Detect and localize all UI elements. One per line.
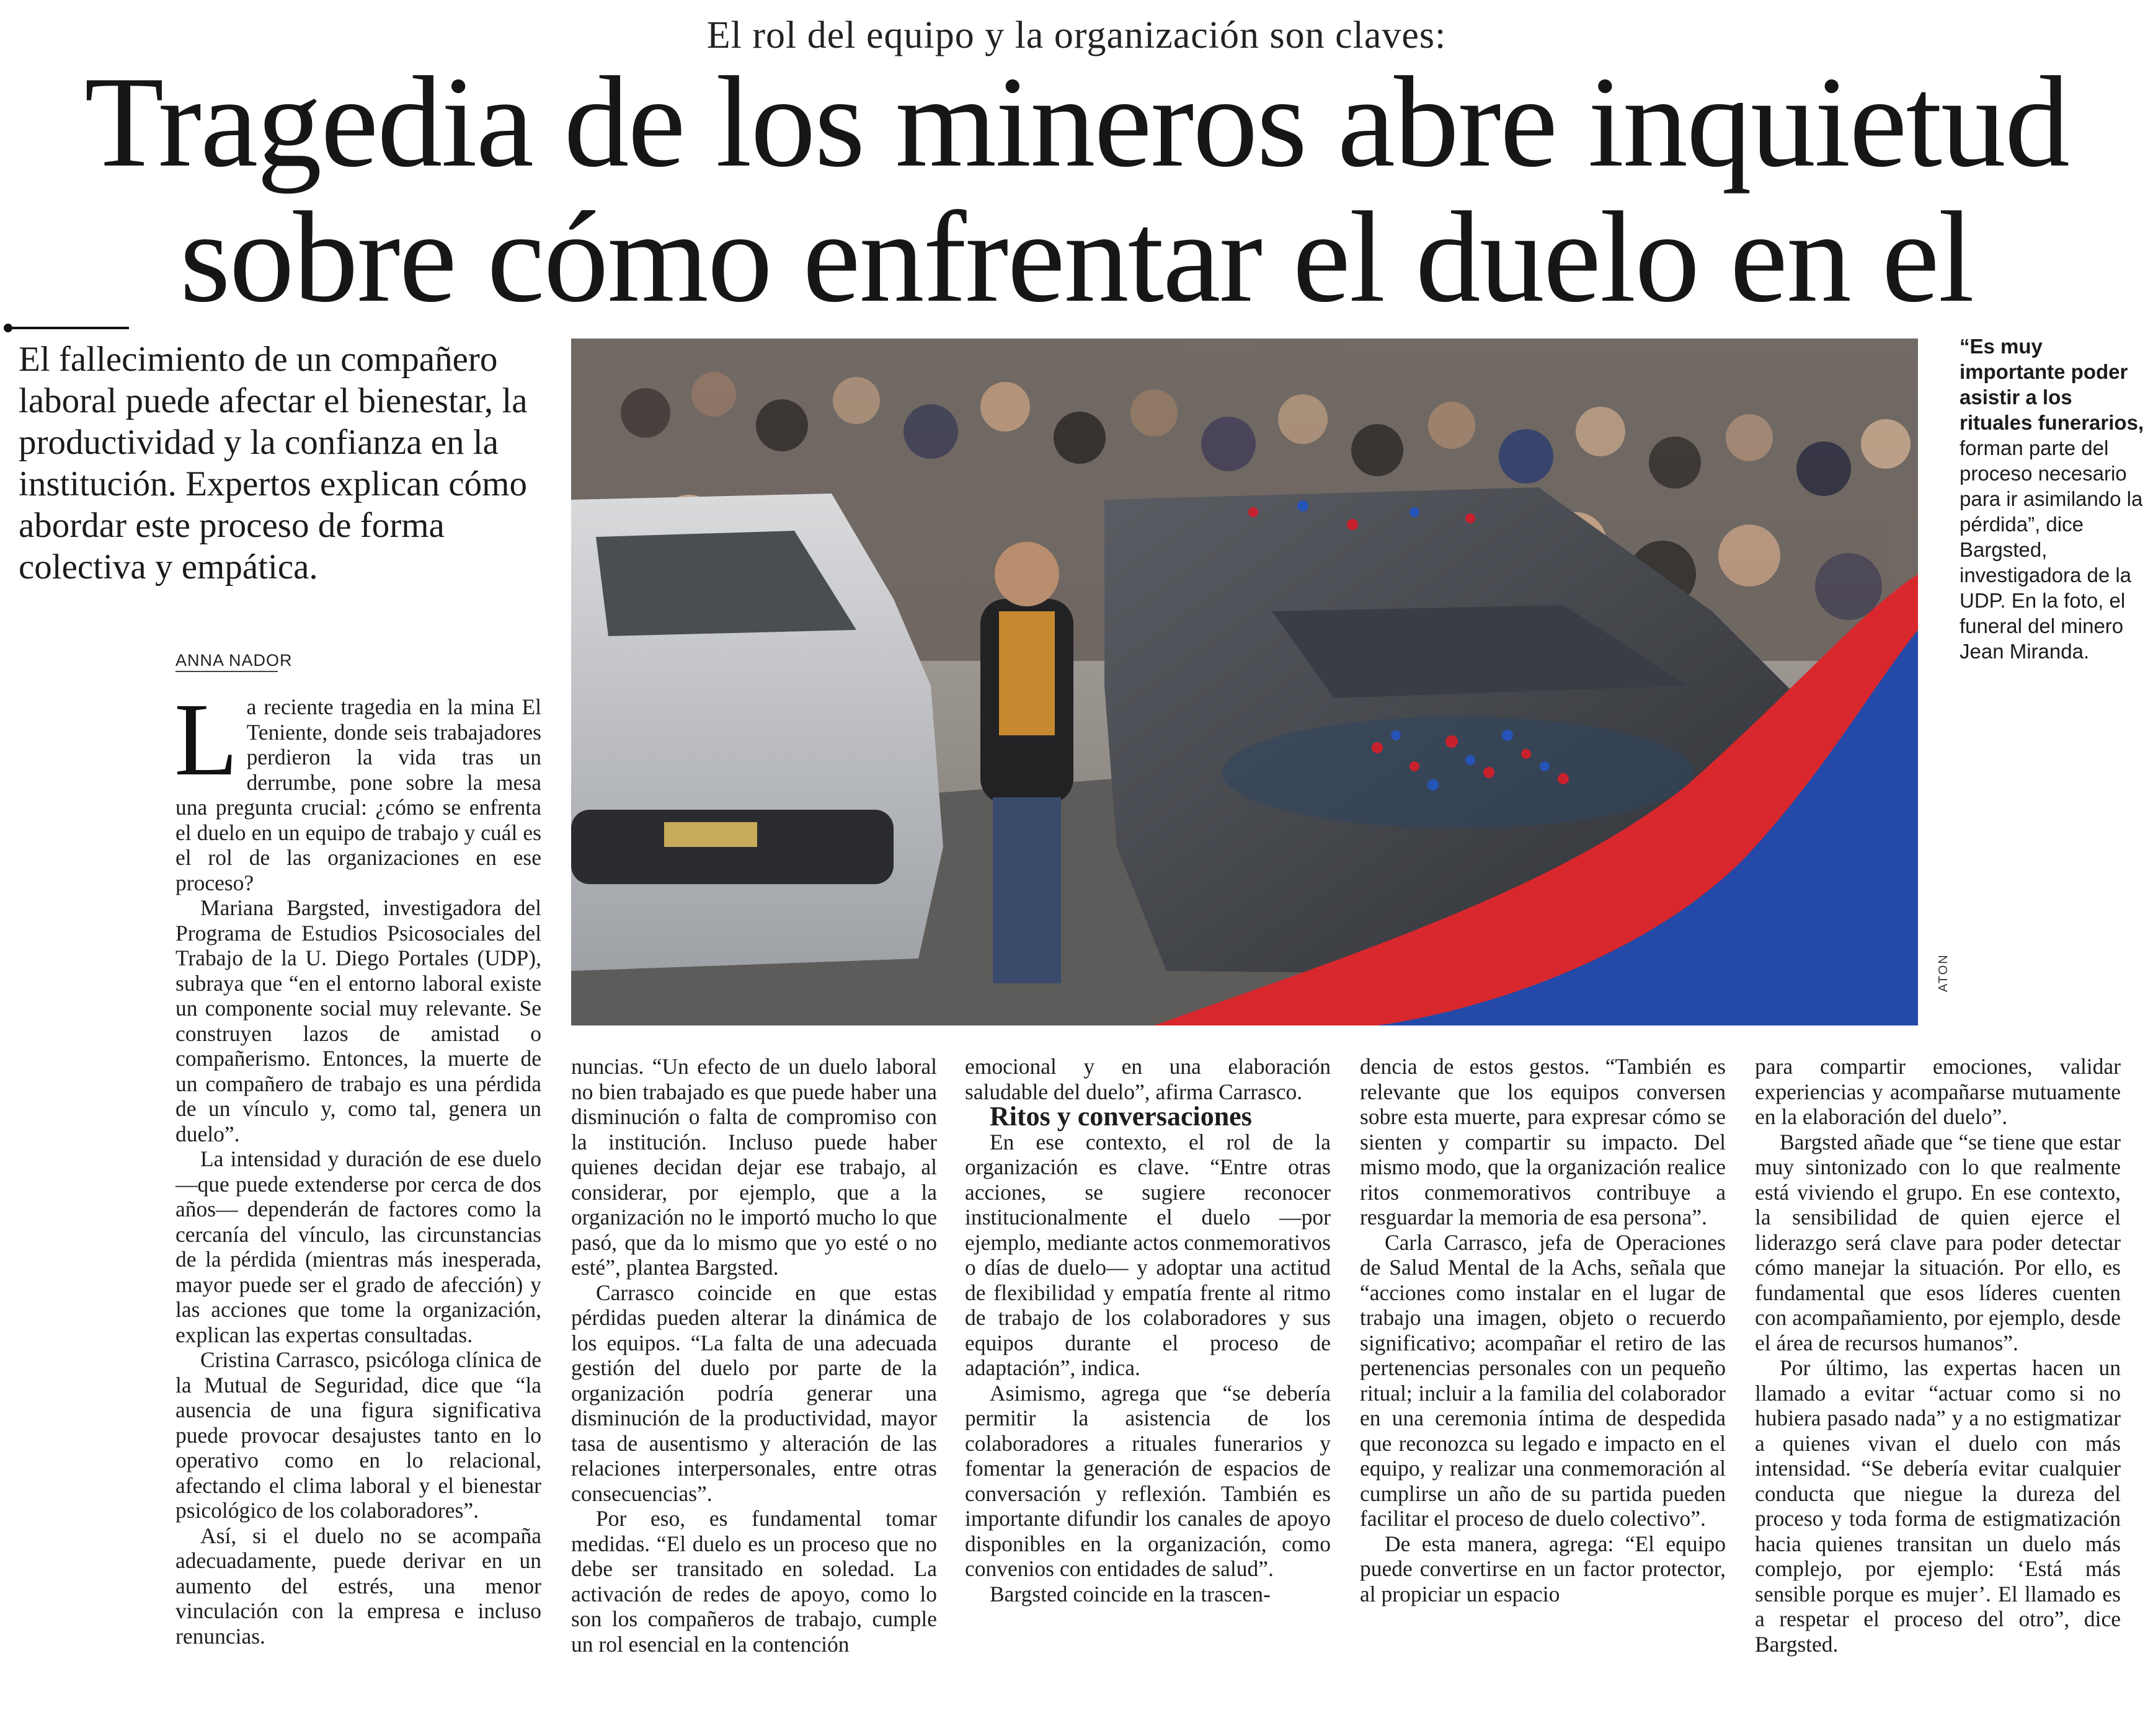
paragraph: Por último, las expertas hacen un llamado a evitar “actuar como si no hubiera pasado nada” y a no estigmatizar a quienes vivan el duelo con más intensidad. “Se debería evitar cualquier conducta que niegue la dureza del proceso y toda forma de estigmatización hacia quienes transitan un duelo más complejo, por ejemplo: ‘Está más sensible porque es mujer’. El llamado es a respetar el proceso del otro”, dice Bargsted. — [1755, 1355, 2121, 1657]
funeral-photo — [571, 339, 1918, 1025]
funeral-photo-illustration — [571, 339, 1918, 1025]
section-rule — [12, 327, 129, 329]
article-column-5 — [1755, 1054, 2121, 1657]
photo-credit: ATON — [1937, 954, 1950, 992]
drop-cap: L — [174, 682, 238, 797]
article-column-4 — [1360, 1054, 1726, 1606]
paragraph: Por eso, es fundamental tomar medidas. “El duelo es un proceso que no debe ser transitado en soledad. La activación de redes de apoyo, como lo son los compañeros de trabajo, cumple un rol esencial en la contención — [571, 1506, 937, 1657]
headline-line-2: sobre cómo enfrentar el duelo en el — [179, 185, 1974, 329]
paragraph: nuncias. “Un efecto de un duelo laboral no bien trabajado es que puede haber una disminución o falta de compromiso con la institución. Incluso puede haber quienes decidan dejar ese trabajo, al considerar, por ejemplo, que a la organización no le importó mucho lo que pasó, que da lo mismo que yo esté o no esté”, plantea Bargsted. — [571, 1054, 937, 1280]
paragraph: a reciente tragedia en la mina El Teniente, donde seis trabajadores perdieron la vida tras un derrumbe, pone sobre la mesa una pregunta crucial: ¿cómo se enfrenta el duelo en un equipo de trabajo y cuál es el rol de las organizaciones en ese proceso? — [175, 694, 541, 895]
paragraph: Así, si el duelo no se acompaña adecuadamente, puede derivar en un aumento del estrés, una menor vinculación con la empresa e incluso renuncias. — [175, 1523, 541, 1649]
paragraph: Bargsted coincide en la trascen- — [990, 1581, 1271, 1606]
article-column-3 — [965, 1054, 1331, 1606]
paragraph: dencia de estos gestos. “También es relevante que los equipos conversen sobre esta muerte, para expresar cómo se sienten y compartir su impacto. Del mismo modo, que la organización realice ritos conmemorativos contribuye a resguardar la memoria de esa persona”. — [1360, 1054, 1726, 1229]
paragraph: para compartir emociones, validar experiencias y acompañarse mutuamente en la elaboración del duelo”. — [1755, 1054, 2121, 1129]
paragraph: Carrasco coincide en que estas pérdidas pueden alterar la dinámica de los equipos. “La falta de una adecuada gestión del duelo por parte de la organización podría generar una disminución de la productividad, mayor tasa de ausentismo y alteración de las relaciones interpersonales, entre otras consecuencias”. — [571, 1280, 937, 1506]
paragraph: La intensidad y duración de ese duelo —que puede extenderse por cerca de dos años— dependerán de factores como la cercanía del vínculo, las circunstancias de la pérdida (mientras más inesperada, mayor puede ser el grado de afección) y las acciones que tome la organización, explican las expertas consultadas. — [175, 1146, 541, 1347]
article-column-2 — [571, 1054, 937, 1657]
caption-bold: “Es muy importante poder asistir a los rituales funerarios, — [1960, 335, 2144, 434]
paragraph: En ese contexto, el rol de la organización es clave. “Entre otras acciones, se sugiere reconocer institucionalmente el duelo —por ejemplo, mediante actos conmemorativos o días de duelo— y adoptar una actitud de flexibilidad y empatía frente al ritmo de trabajo de los colaboradores y sus equipos durante el proceso de adaptación”, indica. — [965, 1129, 1331, 1380]
paragraph: Cristina Carrasco, psicóloga clínica de la Mutual de Seguridad, dice que “la ausencia de una figura significativa puede provocar desajustes tanto en lo operativo como en lo relacional, afectando el clima laboral y el bienestar psicológico de los colaboradores”. — [175, 1347, 541, 1523]
paragraph: Asimismo, agrega que “se debería permitir la asistencia de los colaboradores a rituales funerarios y fomentar la generación de espacios de conversación y reflexión. También es importante difundir los canales de apoyo disponibles en la organización, como convenios con entidades de salud”. — [965, 1380, 1331, 1581]
paragraph: Bargsted añade que “se tiene que estar muy sintonizado con lo que realmente está viviendo el grupo. En ese contexto, la sensibilidad de quien ejerce el liderazgo será clave para poder detectar cómo manejar la situación. Por ello, es fundamental que esos líderes cuenten con acompañamiento, por ejemplo, desde el área de recursos humanos”. — [1755, 1129, 2121, 1355]
kicker: El rol del equipo y la organización son claves: — [706, 14, 1447, 56]
paragraph: emocional y en una elaboración saludable del duelo”, afirma Carrasco. — [965, 1054, 1331, 1104]
photo-caption — [1960, 334, 2146, 664]
section-rule-dot — [4, 324, 12, 332]
paragraph: Carla Carrasco, jefa de Operaciones de Salud Mental de la Achs, señala que “acciones como instalar en el lugar de trabajo una imagen, objeto o recuerdo significativo; acompañar el retiro de las pertenencias personales con un pequeño ritual; incluir a la familia del colaborador en una ceremonia íntima de despedida que reconozca su legado e impacto en el equipo, y realizar una conmemoración al cumplirse un año de su partida pueden facilitar el proceso de duelo colectivo”. — [1360, 1229, 1726, 1531]
subheading: Ritos y conversaciones — [990, 1101, 1252, 1132]
lede: El fallecimiento de un compañero laboral puede afectar el bienestar, la productividad y la confianza en la institución. Expertos explican cómo abordar este proceso de forma colectiva y empática. — [19, 340, 528, 587]
caption-text: forman parte del proceso necesario para ir asimilando la pérdida”, dice Bargsted, investigadora de la UDP. En la foto, el funeral del minero Jean Miranda. — [1960, 436, 2143, 663]
byline: ANNA NADOR — [175, 651, 293, 670]
paragraph: Mariana Bargsted, investigadora del Programa de Estudios Psicosociales del Trabajo de la U. Diego Portales (UDP), subraya que “en el entorno laboral existe un componente social muy relevante. Se construyen lazos de amistad o compañerismo. Entonces, la muerte de un compañero de trabajo es una pérdida de un vínculo y, como tal, genera un duelo”. — [175, 895, 541, 1146]
paragraph: De esta manera, agrega: “El equipo puede convertirse en un factor protector, al propiciar un espacio — [1360, 1531, 1726, 1606]
headline-line-1: Tragedia de los mineros abre inquietud — [84, 50, 2069, 194]
byline-rule — [175, 671, 278, 672]
article-column-1 — [174, 682, 541, 1649]
